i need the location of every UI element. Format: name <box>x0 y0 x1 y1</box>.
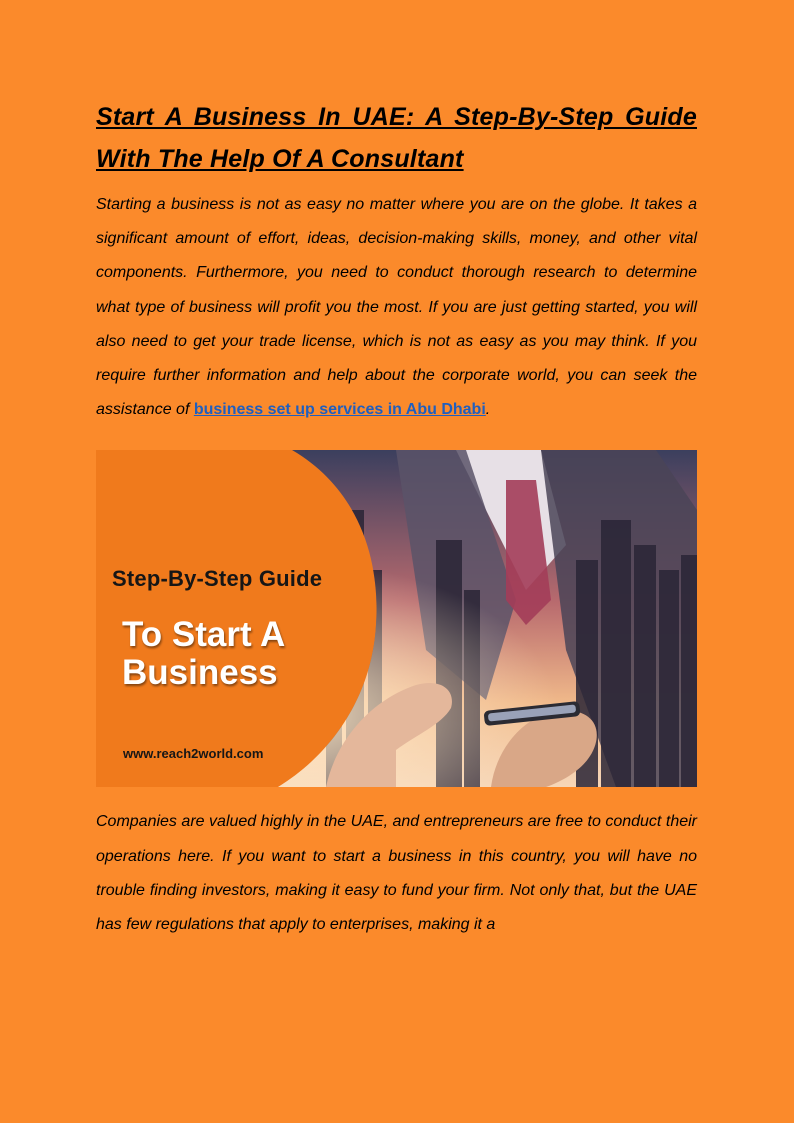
intro-paragraph <box>96 188 697 427</box>
body-paragraph: Companies are valued highly in the UAE, and entrepreneurs are free to conduct their operations here. If you want to start a business in this country, you will have no trouble finding investors, making it easy to fund your firm. Not only that, but the UAE has few regulations that apply to enterprises, making it a <box>96 813 697 934</box>
intro-text: Starting a business is not as easy no matter where you are on the globe. It takes a significant amount of effort, ideas, decision-making skills, money, and other vital components. Furthermore, you need to conduct thorough research to determine what type of business will profit you the most. If you are just getting started, you will also need to get your trade license, which is not as easy as you may think. If you require further information and help about the corporate world, you can seek the assistance of <box>96 196 697 419</box>
banner-website: www.reach2world.com <box>123 746 264 762</box>
banner-image <box>96 450 697 787</box>
article-title: Start A Business In UAE: A Step-By-Step Guide With The Help Of A Consultant <box>96 103 697 173</box>
banner-headline <box>122 616 285 692</box>
business-setup-link[interactable]: business set up services in Abu Dhabi <box>193 401 486 419</box>
document-page <box>96 96 697 942</box>
banner-headline-line2: Business <box>122 653 278 693</box>
banner-headline-line1: To Start A <box>122 615 286 655</box>
intro-end: . <box>485 401 491 419</box>
banner-subtitle: Step-By-Step Guide <box>112 566 323 592</box>
